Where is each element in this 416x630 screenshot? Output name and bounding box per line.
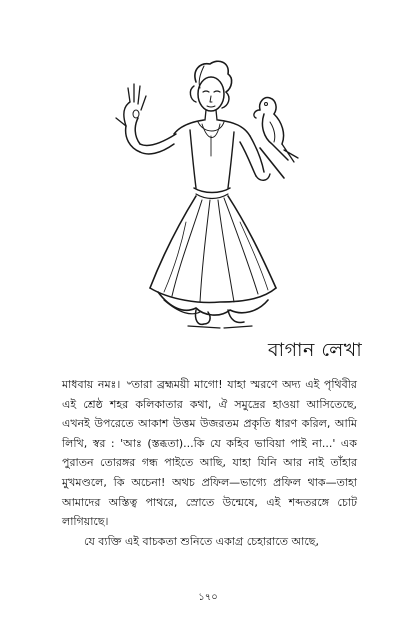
- dancer-sketch-svg: [100, 52, 320, 342]
- dancer-with-parrot-icon: [100, 52, 320, 342]
- chapter-title: বাগান লেখা: [268, 339, 363, 361]
- body-text: [62, 375, 357, 551]
- paragraph: যে ব্যক্তি এই বাচকতা শুনিতে একাগ্র চেহারাতে আছে,: [84, 534, 319, 548]
- paragraph: মাধবায় নমঃ। ৺তারা ব্রহ্মময়ী মাগো! যাহা স্মরণে অদ্য এই পৃথিবীর এই শ্রেষ্ঠ শহর কলিকাতার কথা, ঐ সমুদ্রের হাওয়া আসিতেছে, এখনই উপরেতে আকাশ উত্তম উজরতম প্রকৃতি ধারণ করিল, আমি লিখি, স্বর : 'আঃ (স্তব্ধতা)...কি যে কহিব ভাবিয়া পাই না...' এক পুরাতন তোরঙ্গর গন্ধ পাইতে আছি, যাহা যিনি আর নাই তাঁহার মুখমণ্ডলে, কি অচেনা! অথচ প্রফিল—ভাগ্যে প্রফিল থাক—তাহা আমাদের অস্তিত্ব পাথরে, স্রোতে উন্মেষে, এই শব্দতরঙ্গে চোট লাগিয়াছে।: [62, 378, 357, 529]
- page-number: ১৭০: [198, 592, 218, 603]
